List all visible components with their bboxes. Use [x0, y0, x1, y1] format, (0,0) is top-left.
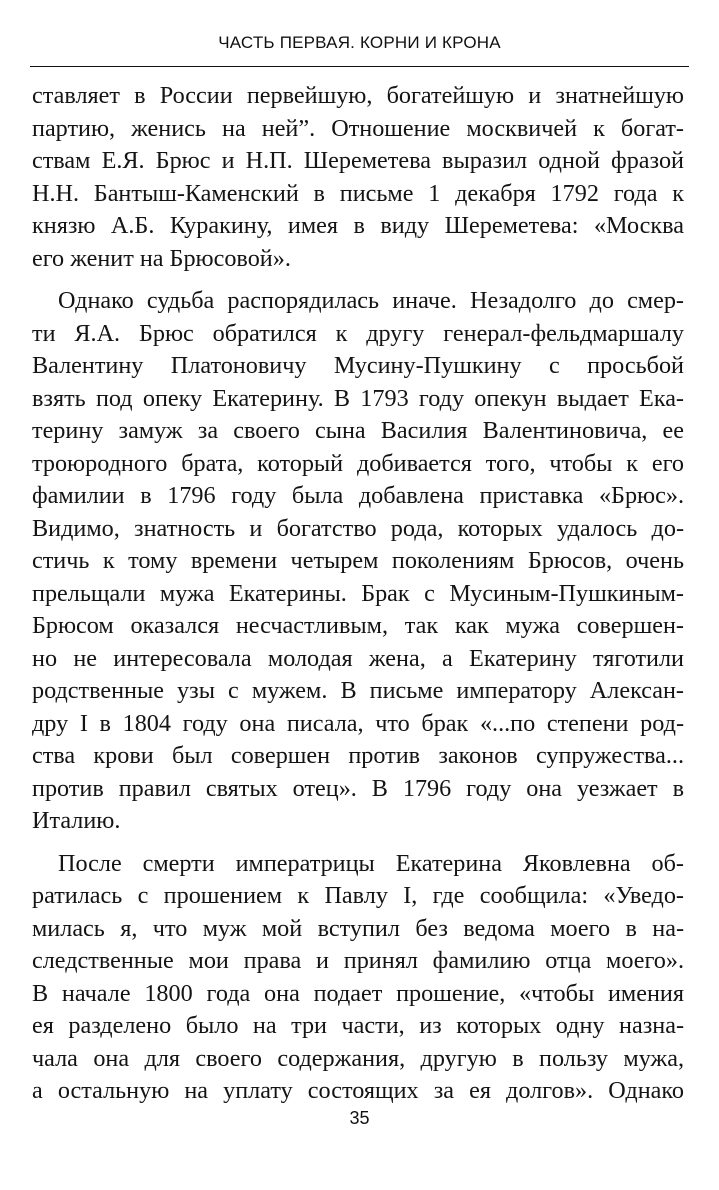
text-line: ставляет в России первейшую, богатейшую и знатнейшую [32, 82, 684, 109]
text-line: против правил святых отец». В 1796 году она уезжает в [32, 774, 684, 802]
text-line: Италию. [32, 807, 121, 834]
page-number: 35 [349, 1108, 370, 1128]
text-line: милась я, что муж мой вступил без ведома моего в на- [32, 914, 684, 942]
text-line: терину замуж за своего сына Василия Валентиновича, ее [32, 417, 684, 444]
text-line: следственные мои права и принял фамилию отца моего». [32, 947, 684, 974]
text-line: его женит на Брюсовой». [32, 244, 291, 272]
text-line: а остальную на уплату состоящих за ея долгов». Однако [32, 1077, 684, 1104]
text-line: Брюсом оказался несчастливым, так как мужа совершен- [32, 612, 684, 639]
text-line: стичь к тому времени четырем поколениям Брюсов, очень [32, 547, 684, 574]
text-line: Видимо, знатность и богатство рода, которых удалось до- [32, 514, 684, 542]
text-line: Однако судьба распорядилась иначе. Незадолго до смер- [58, 287, 684, 314]
paragraph-1 [32, 80, 684, 275]
text-line: партию, женись на ней”. Отношение москвичей к богат- [32, 114, 684, 142]
text-line: князю А.Б. Куракину, имея в виду Шереметева: «Москва [32, 212, 684, 239]
text-line: ратилась с прошением к Павлу I, где сообщила: «Уведо- [32, 882, 684, 909]
text-line: прельщали мужа Екатерины. Брак с Мусиным-Пушкиным- [32, 579, 684, 607]
text-line: ея разделено было на три части, из которых одну назна- [32, 1012, 684, 1039]
paragraph-2 [32, 285, 684, 838]
text-line: Валентину Платоновичу Мусину-Пушкину с просьбой [32, 352, 684, 379]
text-line: Н.Н. Бантыш-Каменский в письме 1 декабря 1792 года к [32, 179, 684, 207]
paragraph-spacing [32, 838, 684, 848]
body-text [32, 80, 684, 1108]
running-head: ЧАСТЬ ПЕРВАЯ. КОРНИ И КРОНА [218, 33, 501, 52]
text-line: дру I в 1804 году она писала, что брак «...по степени род- [32, 709, 684, 737]
text-line: но не интересовала молодая жена, а Екатерину тяготили [32, 644, 684, 672]
text-line: чала она для своего содержания, другую в пользу мужа, [32, 1044, 684, 1072]
paragraph-3 [32, 848, 684, 1108]
text-line: взять под опеку Екатерину. В 1793 году опекун выдает Ека- [32, 384, 684, 412]
text-line: родственные узы с мужем. В письме императору Алексан- [32, 677, 684, 704]
paragraph-spacing [32, 275, 684, 285]
text-line: После смерти императрицы Екатерина Яковлевна об- [58, 849, 684, 877]
text-line: фамилии в 1796 году была добавлена приставка «Брюс». [32, 482, 684, 509]
text-line: троюродного брата, который добивается того, чтобы к его [32, 449, 684, 477]
text-line: ти Я.А. Брюс обратился к другу генерал-фельдмаршалу [32, 319, 684, 347]
header-rule [30, 66, 689, 67]
text-line: В начале 1800 года она подает прошение, «чтобы имения [32, 979, 684, 1007]
text-line: ства крови был совершен против законов супружества... [32, 742, 684, 769]
text-line: ствам Е.Я. Брюс и Н.П. Шереметева выразил одной фразой [32, 147, 684, 174]
